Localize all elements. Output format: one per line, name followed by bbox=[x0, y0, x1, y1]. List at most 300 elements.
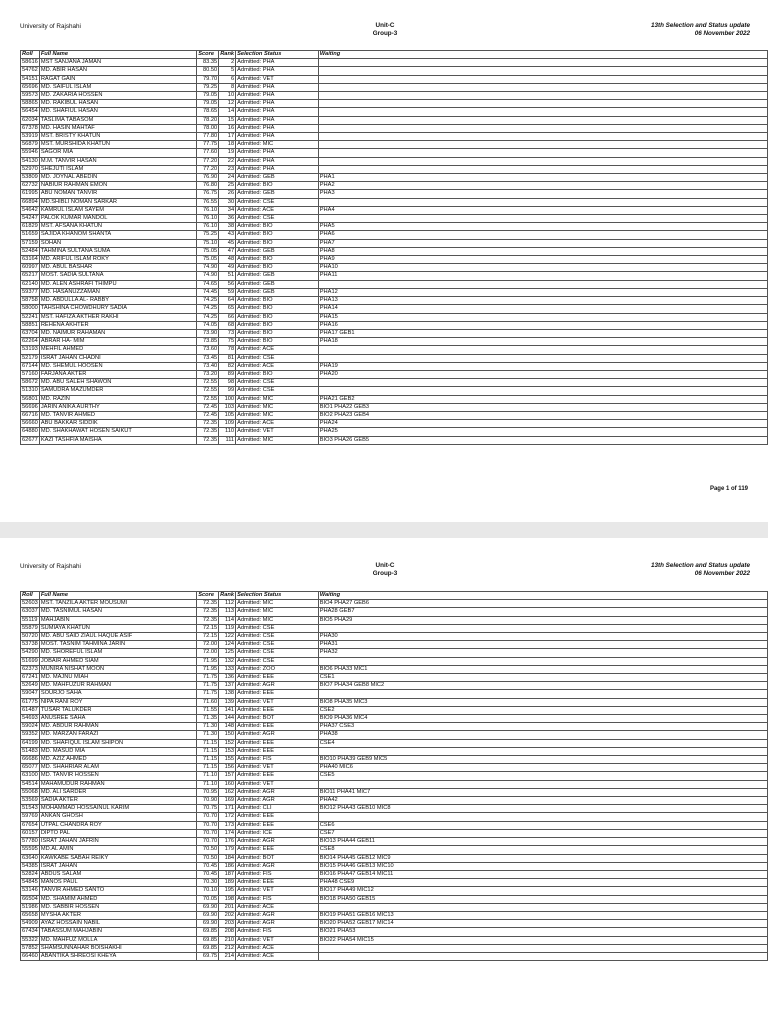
column-header: Score bbox=[197, 51, 219, 59]
table-row bbox=[21, 75, 768, 83]
name-cell: ABU BAKKAR SIDDIK bbox=[39, 420, 196, 428]
name-cell: MST SANJANA JAMAN bbox=[39, 59, 196, 67]
rank-cell: 111 bbox=[219, 436, 236, 444]
roll-cell: 62034 bbox=[22, 116, 38, 123]
roll-cell: 59377 bbox=[22, 288, 38, 295]
score-cell: 69.85 bbox=[197, 936, 219, 944]
score-cell: 76.10 bbox=[197, 206, 219, 214]
table-row bbox=[21, 682, 768, 690]
table-row bbox=[21, 706, 768, 714]
waiting-cell: BIO22 PHA54 MIC15 bbox=[318, 936, 767, 944]
score-cell: 70.05 bbox=[197, 895, 219, 903]
roll-cell: 58672 bbox=[22, 379, 38, 386]
rank-cell: 210 bbox=[219, 936, 236, 944]
score-cell: 71.95 bbox=[197, 665, 219, 673]
table-row bbox=[21, 420, 768, 428]
status-cell: Admitted: PHA bbox=[236, 67, 319, 75]
waiting-cell: BIO4 PHA27 GEB6 bbox=[318, 600, 767, 608]
roll-cell: 51986 bbox=[22, 903, 38, 910]
waiting-cell bbox=[318, 624, 767, 632]
rank-cell: 5 bbox=[219, 67, 236, 75]
waiting-cell: BIO9 PHA36 MIC4 bbox=[318, 715, 767, 723]
name-cell: SAGOR MIA bbox=[39, 149, 196, 157]
status-cell: Admitted: CSE bbox=[236, 649, 319, 657]
roll-cell: 52603 bbox=[22, 600, 38, 607]
name-cell: MD. JOYNAL ABEDIN bbox=[39, 174, 196, 182]
unit-label: Unit-C bbox=[375, 562, 395, 569]
name-cell: MD. SHAFIUL HASAN bbox=[39, 108, 196, 116]
waiting-cell: PHA17 GEB1 bbox=[318, 329, 767, 337]
rank-cell: 112 bbox=[219, 600, 236, 608]
table-row bbox=[21, 116, 768, 124]
status-cell: Admitted: FIS bbox=[236, 870, 319, 878]
roll-cell: 57852 bbox=[22, 944, 38, 951]
score-cell: 77.75 bbox=[197, 141, 219, 149]
table-row bbox=[21, 149, 768, 157]
waiting-cell bbox=[318, 75, 767, 83]
score-cell: 77.20 bbox=[197, 157, 219, 165]
rank-cell: 137 bbox=[219, 682, 236, 690]
table-row bbox=[21, 190, 768, 198]
status-cell: Admitted: VET bbox=[236, 428, 319, 436]
roll-cell: 66504 bbox=[22, 895, 38, 902]
waiting-cell bbox=[318, 952, 767, 960]
name-cell: NIPA RANI ROY bbox=[39, 698, 196, 706]
roll-cell: 54385 bbox=[22, 862, 38, 869]
name-cell: MAHJABIN bbox=[39, 616, 196, 624]
rank-cell: 176 bbox=[219, 838, 236, 846]
name-cell: TABASSUM MAHJABIN bbox=[39, 928, 196, 936]
column-header: Roll bbox=[21, 51, 40, 59]
group-label: Group-3 bbox=[372, 570, 398, 577]
status-cell: Admitted: PHA bbox=[236, 149, 319, 157]
table-row bbox=[21, 813, 768, 821]
status-cell: Admitted: ICE bbox=[236, 829, 319, 837]
rank-cell: 48 bbox=[219, 256, 236, 264]
roll-cell: 54151 bbox=[22, 75, 38, 82]
waiting-cell bbox=[318, 83, 767, 91]
score-cell: 70.70 bbox=[197, 838, 219, 846]
score-cell: 70.75 bbox=[197, 805, 219, 813]
status-cell: Admitted: GEB bbox=[236, 280, 319, 288]
status-cell: Admitted: EEE bbox=[236, 879, 319, 887]
status-cell: Admitted: GEB bbox=[236, 288, 319, 296]
rank-cell: 189 bbox=[219, 879, 236, 887]
status-cell: Admitted: VET bbox=[236, 780, 319, 788]
status-cell: Admitted: ZOO bbox=[236, 665, 319, 673]
table-row bbox=[21, 780, 768, 788]
score-cell: 71.15 bbox=[197, 764, 219, 772]
name-cell: MD. ABIR HASAN bbox=[39, 67, 196, 75]
score-cell: 74.25 bbox=[197, 305, 219, 313]
update-info bbox=[550, 22, 750, 38]
name-cell: JOBAIR AHMED SIAM bbox=[39, 657, 196, 665]
status-cell: Admitted: BIO bbox=[236, 305, 319, 313]
rank-cell: 12 bbox=[219, 100, 236, 108]
roll-cell: 61775 bbox=[22, 698, 38, 705]
status-cell: Admitted: EEE bbox=[236, 690, 319, 698]
table-row bbox=[21, 83, 768, 91]
rank-cell: 10 bbox=[219, 92, 236, 100]
table-row bbox=[21, 272, 768, 280]
waiting-cell: BIO1 PHA22 GEB3 bbox=[318, 403, 767, 411]
rank-cell: 124 bbox=[219, 641, 236, 649]
table-row bbox=[21, 870, 768, 878]
selection-table bbox=[20, 591, 768, 961]
score-cell: 72.45 bbox=[197, 411, 219, 419]
roll-cell: 56879 bbox=[22, 141, 38, 148]
status-cell: Admitted: PHA bbox=[236, 165, 319, 173]
roll-cell: 55946 bbox=[22, 149, 38, 156]
score-cell: 70.95 bbox=[197, 788, 219, 796]
rank-cell: 18 bbox=[219, 141, 236, 149]
table-row bbox=[21, 723, 768, 731]
name-cell: MD. TANVIR AHMED bbox=[39, 411, 196, 419]
name-cell: MD. SHAKHAWAT HOSEN SAIKUT bbox=[39, 428, 196, 436]
score-cell: 76.10 bbox=[197, 215, 219, 223]
name-cell: ABANTIKA SHREOSI KHEYA bbox=[39, 952, 196, 960]
roll-cell: 59352 bbox=[22, 731, 38, 738]
name-cell: MOST. TASNIM TAHMINA JARIN bbox=[39, 641, 196, 649]
rank-cell: 139 bbox=[219, 698, 236, 706]
name-cell: MD. TANVIR HOSSEN bbox=[39, 772, 196, 780]
roll-cell: 53738 bbox=[22, 641, 38, 648]
score-cell: 71.15 bbox=[197, 756, 219, 764]
roll-cell: 53146 bbox=[22, 887, 38, 894]
waiting-cell: PHA14 bbox=[318, 305, 767, 313]
rank-cell: 99 bbox=[219, 387, 236, 395]
roll-cell: 54130 bbox=[22, 157, 38, 164]
score-cell: 71.75 bbox=[197, 682, 219, 690]
name-cell: MD. ABDULLA AL- RABBY bbox=[39, 297, 196, 305]
score-cell: 72.15 bbox=[197, 624, 219, 632]
table-row bbox=[21, 133, 768, 141]
table-row bbox=[21, 92, 768, 100]
roll-cell: 67144 bbox=[22, 362, 38, 369]
roll-cell: 52649 bbox=[22, 682, 38, 689]
score-cell: 72.45 bbox=[197, 403, 219, 411]
score-cell: 79.25 bbox=[197, 83, 219, 91]
roll-cell: 52970 bbox=[22, 165, 38, 172]
status-cell: Admitted: BIO bbox=[236, 297, 319, 305]
rank-cell: 30 bbox=[219, 198, 236, 206]
roll-cell: 62677 bbox=[22, 436, 38, 443]
score-cell: 79.70 bbox=[197, 75, 219, 83]
name-cell: MD. SAIFUL ISLAM bbox=[39, 83, 196, 91]
roll-cell: 55068 bbox=[22, 788, 38, 795]
status-cell: Admitted: CSE bbox=[236, 198, 319, 206]
waiting-cell: PHA5 bbox=[318, 223, 767, 231]
rank-cell: 59 bbox=[219, 288, 236, 296]
name-cell: DIPTO PAL bbox=[39, 829, 196, 837]
status-cell: Admitted: MIC bbox=[236, 608, 319, 616]
score-cell: 72.35 bbox=[197, 616, 219, 624]
waiting-cell: PHA30 bbox=[318, 633, 767, 641]
status-cell: Admitted: EEE bbox=[236, 846, 319, 854]
score-cell: 70.45 bbox=[197, 862, 219, 870]
score-cell: 70.70 bbox=[197, 821, 219, 829]
status-cell: Admitted: AGR bbox=[236, 788, 319, 796]
roll-cell: 57159 bbox=[22, 239, 38, 246]
name-cell: MST. HAFIZA AKTHER RAKHI bbox=[39, 313, 196, 321]
status-cell: Admitted: VET bbox=[236, 936, 319, 944]
score-cell: 74.90 bbox=[197, 264, 219, 272]
column-header: Waiting bbox=[318, 592, 767, 600]
table-row bbox=[21, 313, 768, 321]
score-cell: 78.65 bbox=[197, 108, 219, 116]
rank-cell: 195 bbox=[219, 887, 236, 895]
waiting-cell bbox=[318, 165, 767, 173]
rank-cell: 202 bbox=[219, 911, 236, 919]
name-cell: MD. MARZAN FARAZI bbox=[39, 731, 196, 739]
column-header: Selection Status bbox=[236, 592, 319, 600]
table-row bbox=[21, 165, 768, 173]
rank-cell: 43 bbox=[219, 231, 236, 239]
rank-cell: 109 bbox=[219, 420, 236, 428]
name-cell: MYSHA AKTER bbox=[39, 911, 196, 919]
rank-cell: 157 bbox=[219, 772, 236, 780]
name-cell: FARJANA AKTER bbox=[39, 370, 196, 378]
name-cell: ANKAN GHOSH bbox=[39, 813, 196, 821]
table-row bbox=[21, 256, 768, 264]
table-row bbox=[21, 829, 768, 837]
rank-cell: 114 bbox=[219, 616, 236, 624]
name-cell: TASLIMA TABASOM bbox=[39, 116, 196, 124]
waiting-cell: CSE8 bbox=[318, 846, 767, 854]
rank-cell: 160 bbox=[219, 780, 236, 788]
name-cell: MD. ABUL BASHAR bbox=[39, 264, 196, 272]
status-cell: Admitted: AGR bbox=[236, 731, 319, 739]
waiting-cell: BIO13 PHA44 GEB11 bbox=[318, 838, 767, 846]
roll-cell: 54290 bbox=[22, 649, 38, 656]
name-cell: MANOS PAUL bbox=[39, 879, 196, 887]
rank-cell: 132 bbox=[219, 657, 236, 665]
table-row bbox=[21, 338, 768, 346]
update-date: 06 November 2022 bbox=[694, 570, 750, 577]
score-cell: 71.30 bbox=[197, 731, 219, 739]
roll-cell: 63100 bbox=[22, 772, 38, 779]
rank-cell: 136 bbox=[219, 674, 236, 682]
rank-cell: 198 bbox=[219, 895, 236, 903]
table-row bbox=[21, 198, 768, 206]
waiting-cell: CSE6 bbox=[318, 821, 767, 829]
status-cell: Admitted: BIO bbox=[236, 264, 319, 272]
name-cell: MD. ABU SAID ZIAUL HAQUE ASIF bbox=[39, 633, 196, 641]
table-row bbox=[21, 731, 768, 739]
roll-cell: 56454 bbox=[22, 108, 38, 115]
score-cell: 73.45 bbox=[197, 354, 219, 362]
score-cell: 74.25 bbox=[197, 313, 219, 321]
waiting-cell: PHA16 bbox=[318, 321, 767, 329]
rank-cell: 184 bbox=[219, 854, 236, 862]
table-row bbox=[21, 403, 768, 411]
status-cell: Admitted: CSE bbox=[236, 215, 319, 223]
waiting-cell: PHA21 GEB2 bbox=[318, 395, 767, 403]
status-cell: Admitted: MIC bbox=[236, 616, 319, 624]
rank-cell: 152 bbox=[219, 739, 236, 747]
waiting-cell bbox=[318, 108, 767, 116]
table-row bbox=[21, 280, 768, 288]
score-cell: 73.90 bbox=[197, 329, 219, 337]
table-row bbox=[21, 264, 768, 272]
unit-group bbox=[350, 562, 420, 578]
rank-cell: 2 bbox=[219, 59, 236, 67]
university-name: University of Rajshahi bbox=[20, 563, 81, 570]
waiting-cell: BIO17 PHA49 MIC12 bbox=[318, 887, 767, 895]
waiting-cell bbox=[318, 157, 767, 165]
score-cell: 83.35 bbox=[197, 59, 219, 67]
name-cell: ABRAR HA- MIM bbox=[39, 338, 196, 346]
table-row bbox=[21, 157, 768, 165]
status-cell: Admitted: ACE bbox=[236, 206, 319, 214]
rank-cell: 133 bbox=[219, 665, 236, 673]
roll-cell: 52824 bbox=[22, 870, 38, 877]
name-cell: SHEJUTI ISLAM bbox=[39, 165, 196, 173]
name-cell: MST. BRISTY KHATUN bbox=[39, 133, 196, 141]
table-row bbox=[21, 903, 768, 911]
score-cell: 80.50 bbox=[197, 67, 219, 75]
status-cell: Admitted: CSE bbox=[236, 354, 319, 362]
waiting-cell: CSE1 bbox=[318, 674, 767, 682]
column-header: Waiting bbox=[318, 51, 767, 59]
name-cell: MD. SHAHRIAR ALAM bbox=[39, 764, 196, 772]
status-cell: Admitted: BIO bbox=[236, 321, 319, 329]
waiting-cell bbox=[318, 92, 767, 100]
table-row bbox=[21, 895, 768, 903]
waiting-cell: BIO3 PHA26 GEB5 bbox=[318, 436, 767, 444]
rank-cell: 174 bbox=[219, 829, 236, 837]
status-cell: Admitted: GEB bbox=[236, 272, 319, 280]
table-row bbox=[21, 436, 768, 444]
score-cell: 70.50 bbox=[197, 854, 219, 862]
rank-cell: 186 bbox=[219, 862, 236, 870]
rank-cell: 81 bbox=[219, 354, 236, 362]
table-row bbox=[21, 100, 768, 108]
rank-cell: 214 bbox=[219, 952, 236, 960]
table-row bbox=[21, 747, 768, 755]
status-cell: Admitted: MIC bbox=[236, 141, 319, 149]
status-cell: Admitted: PHA bbox=[236, 133, 319, 141]
roll-cell: 58000 bbox=[22, 305, 38, 312]
waiting-cell: BIO8 PHA35 MIC3 bbox=[318, 698, 767, 706]
roll-cell: 58758 bbox=[22, 297, 38, 304]
roll-cell: 62373 bbox=[22, 665, 38, 672]
status-cell: Admitted: MIC bbox=[236, 436, 319, 444]
table-row bbox=[21, 846, 768, 854]
table-row bbox=[21, 411, 768, 419]
update-title: 13th Selection and Status update bbox=[650, 562, 750, 569]
status-cell: Admitted: ACE bbox=[236, 346, 319, 354]
score-cell: 75.25 bbox=[197, 231, 219, 239]
table-row bbox=[21, 174, 768, 182]
status-cell: Admitted: VET bbox=[236, 887, 319, 895]
score-cell: 70.45 bbox=[197, 870, 219, 878]
name-cell: SADIA AKTER bbox=[39, 797, 196, 805]
score-cell: 71.30 bbox=[197, 723, 219, 731]
waiting-cell bbox=[318, 141, 767, 149]
roll-cell: 59047 bbox=[22, 690, 38, 697]
name-cell: ISRAT JAHAN bbox=[39, 862, 196, 870]
status-cell: Admitted: ACE bbox=[236, 952, 319, 960]
waiting-cell: BIO20 PHA52 GEB17 MIC14 bbox=[318, 920, 767, 928]
roll-cell: 61487 bbox=[22, 706, 38, 713]
roll-cell: 66716 bbox=[22, 411, 38, 418]
name-cell: MST. AFSANA KHATUN bbox=[39, 223, 196, 231]
column-header: Rank bbox=[220, 592, 235, 598]
roll-cell: 54909 bbox=[22, 920, 38, 927]
score-cell: 73.85 bbox=[197, 338, 219, 346]
table-row bbox=[21, 206, 768, 214]
waiting-cell bbox=[318, 59, 767, 67]
name-cell: ABDUS SALAM bbox=[39, 870, 196, 878]
rank-cell: 15 bbox=[219, 116, 236, 124]
rank-cell: 125 bbox=[219, 649, 236, 657]
status-cell: Admitted: FIS bbox=[236, 928, 319, 936]
roll-cell: 65696 bbox=[22, 83, 38, 90]
table-row bbox=[21, 247, 768, 255]
rank-cell: 148 bbox=[219, 723, 236, 731]
waiting-cell: PHA28 GEB7 bbox=[318, 608, 767, 616]
score-cell: 79.05 bbox=[197, 100, 219, 108]
rank-cell: 173 bbox=[219, 821, 236, 829]
rank-cell: 49 bbox=[219, 264, 236, 272]
table-header-row bbox=[21, 51, 768, 59]
rank-cell: 150 bbox=[219, 731, 236, 739]
rank-cell: 171 bbox=[219, 805, 236, 813]
status-cell: Admitted: EEE bbox=[236, 739, 319, 747]
rank-cell: 203 bbox=[219, 920, 236, 928]
roll-cell: 63037 bbox=[22, 608, 38, 615]
status-cell: Admitted: EEE bbox=[236, 723, 319, 731]
roll-cell: 55119 bbox=[22, 616, 38, 623]
status-cell: Admitted: PHA bbox=[236, 92, 319, 100]
roll-cell: 63640 bbox=[22, 854, 38, 861]
score-cell: 72.00 bbox=[197, 641, 219, 649]
roll-cell: 55879 bbox=[22, 624, 38, 631]
roll-cell: 67378 bbox=[22, 124, 38, 131]
waiting-cell: PHA9 bbox=[318, 256, 767, 264]
waiting-cell: PHA31 bbox=[318, 641, 767, 649]
roll-cell: 62140 bbox=[22, 280, 38, 287]
table-row bbox=[21, 952, 768, 960]
selection-table bbox=[20, 50, 768, 445]
waiting-cell: CSE4 bbox=[318, 739, 767, 747]
waiting-cell: BIO18 PHA50 GEB15 bbox=[318, 895, 767, 903]
score-cell: 71.75 bbox=[197, 690, 219, 698]
waiting-cell: BIO21 PHA53 bbox=[318, 928, 767, 936]
waiting-cell: BIO11 PHA41 MIC7 bbox=[318, 788, 767, 796]
name-cell: MD. MAJNU MIAH bbox=[39, 674, 196, 682]
roll-cell: 56696 bbox=[22, 403, 38, 410]
name-cell: MD. ABDUR RAHMAN bbox=[39, 723, 196, 731]
status-cell: Admitted: CSE bbox=[236, 387, 319, 395]
score-cell: 72.15 bbox=[197, 633, 219, 641]
score-cell: 73.60 bbox=[197, 346, 219, 354]
table-row bbox=[21, 920, 768, 928]
waiting-cell bbox=[318, 149, 767, 157]
score-cell: 71.10 bbox=[197, 780, 219, 788]
rank-cell: 38 bbox=[219, 223, 236, 231]
score-cell: 76.10 bbox=[197, 223, 219, 231]
roll-cell: 65077 bbox=[22, 764, 38, 771]
name-cell: MD. ZAKARIA HOSSEN bbox=[39, 92, 196, 100]
score-cell: 69.90 bbox=[197, 903, 219, 911]
waiting-cell bbox=[318, 215, 767, 223]
waiting-cell: PHA38 bbox=[318, 731, 767, 739]
name-cell: TUSAR TALUKDER bbox=[39, 706, 196, 714]
roll-cell: 62732 bbox=[22, 182, 38, 189]
waiting-cell: PHA10 bbox=[318, 264, 767, 272]
